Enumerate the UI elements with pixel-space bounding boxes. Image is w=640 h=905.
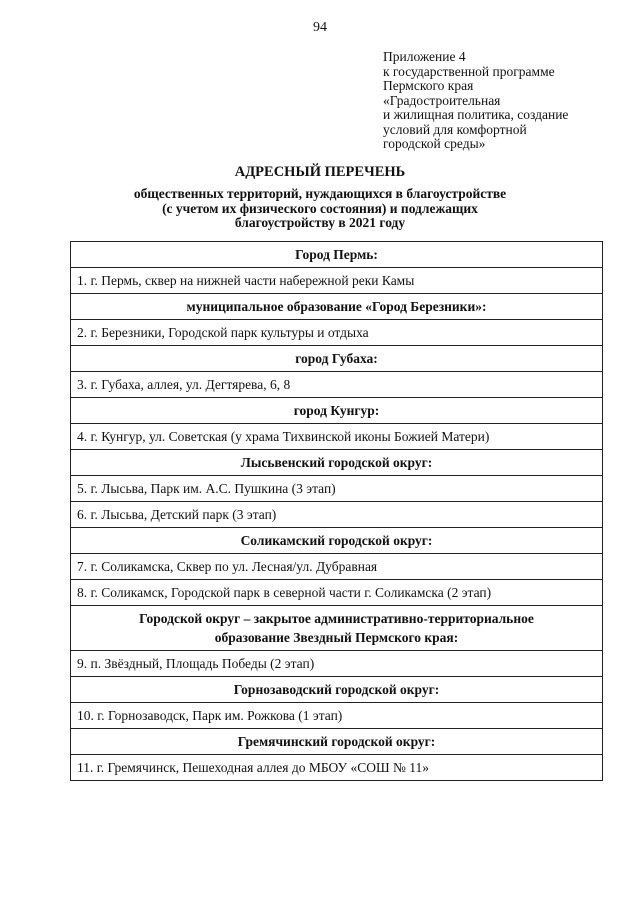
group-header-line: образование Звездный Пермского края:: [214, 630, 459, 645]
group-header-cell: город Губаха:: [71, 346, 603, 372]
group-header-line: Городской округ – закрытое административно-территориальное: [139, 611, 534, 626]
address-item-cell: 9. п. Звёздный, Площадь Победы (2 этап): [71, 651, 603, 677]
table-row: [71, 242, 603, 268]
address-item-cell: 4. г. Кунгур, ул. Советская (у храма Тихвинской иконы Божией Матери): [71, 424, 603, 450]
appendix-line: и жилищная политика, создание: [383, 107, 569, 122]
group-header-cell: муниципальное образование «Город Березники»:: [71, 294, 603, 320]
address-item-cell: 10. г. Горнозаводск, Парк им. Рожкова (1 этап): [71, 703, 603, 729]
table-row: [71, 294, 603, 320]
table-row: [71, 580, 603, 606]
appendix-line: условий для комфортной: [383, 121, 527, 137]
table-row: [71, 554, 603, 580]
address-item-cell: 8. г. Соликамск, Городской парк в северной части г. Соликамска (2 этап): [71, 580, 603, 606]
address-table: [70, 241, 603, 781]
table-row: [71, 398, 603, 424]
appendix-line: Приложение 4: [383, 49, 466, 64]
table-row: [71, 346, 603, 372]
table-row: [71, 528, 603, 554]
appendix-line: «Градостроительная: [383, 92, 501, 108]
group-header-cell: Город Пермь:: [71, 242, 603, 268]
table-row: [71, 268, 603, 294]
table-row: [71, 729, 603, 755]
table-row: [71, 502, 603, 528]
table-row: [71, 755, 603, 781]
address-item-cell: 2. г. Березники, Городской парк культуры и отдыха: [71, 320, 603, 346]
table-row: [71, 320, 603, 346]
subtitle-line: (с учетом их физического состояния) и подлежащих: [162, 200, 478, 216]
table-row: [71, 703, 603, 729]
table-row: [71, 372, 603, 398]
document-title: АДРЕСНЫЙ ПЕРЕЧЕНЬ: [234, 164, 406, 180]
table-row: [71, 424, 603, 450]
address-item-cell: 1. г. Пермь, сквер на нижней части набережной реки Камы: [71, 268, 603, 294]
address-item-cell: 7. г. Соликамска, Сквер по ул. Лесная/ул. Дубравная: [71, 554, 603, 580]
group-header-cell: Лысьвенский городской округ:: [71, 450, 603, 476]
table-row: [71, 606, 603, 651]
address-item-cell: 3. г. Губаха, аллея, ул. Дегтярева, 6, 8: [71, 372, 603, 398]
subtitle-line: благоустройству в 2021 году: [234, 215, 406, 230]
page-number: 94: [313, 20, 327, 35]
group-header-cell: Соликамский городской округ:: [71, 528, 603, 554]
document-subtitle: [0, 187, 640, 231]
address-item-cell: 11. г. Гремячинск, Пешеходная аллея до МБОУ «СОШ № 11»: [71, 755, 603, 781]
table-row: [71, 476, 603, 502]
table-row: [71, 651, 603, 677]
address-item-cell: 5. г. Лысьва, Парк им. А.С. Пушкина (3 этап): [71, 476, 603, 502]
appendix-line: Пермского края: [383, 78, 474, 93]
subtitle-line: общественных территорий, нуждающихся в благоустройстве: [133, 186, 507, 201]
appendix-line: к государственной программе: [383, 63, 555, 79]
appendix-line: городской среды»: [383, 136, 486, 151]
group-header-cell: Горнозаводский городской округ:: [71, 677, 603, 703]
address-item-cell: 6. г. Лысьва, Детский парк (3 этап): [71, 502, 603, 528]
table-row: [71, 450, 603, 476]
group-header-cell: [71, 606, 603, 651]
table-row: [71, 677, 603, 703]
appendix-note: [383, 50, 623, 152]
group-header-cell: город Кунгур:: [71, 398, 603, 424]
group-header-cell: Гремячинский городской округ:: [71, 729, 603, 755]
